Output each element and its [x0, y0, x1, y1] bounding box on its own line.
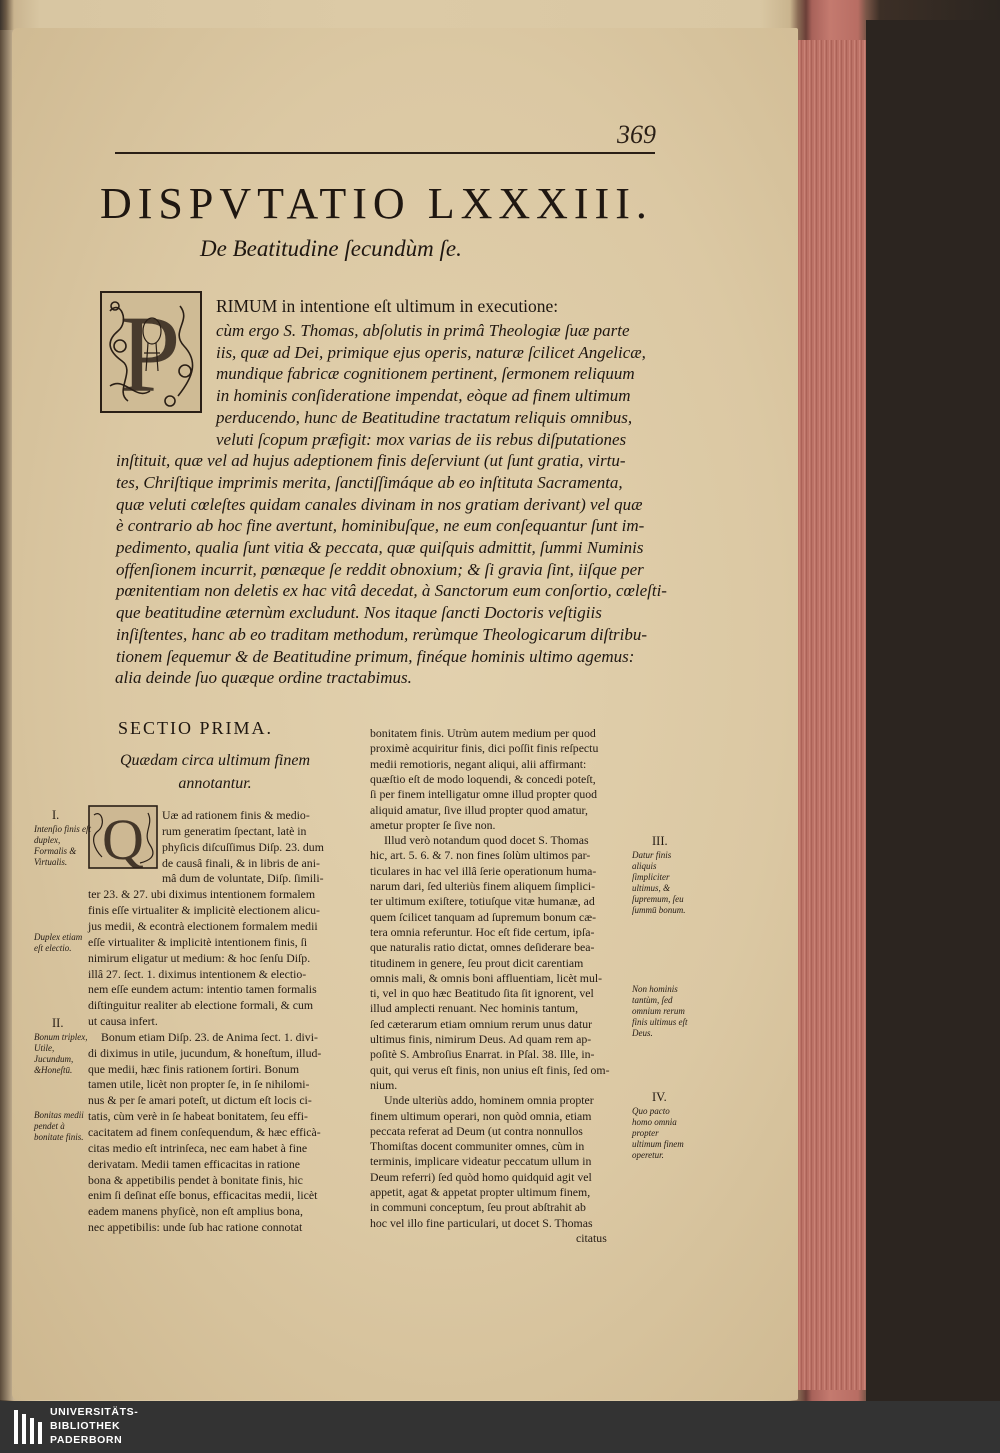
- intro-line: cùm ergo S. Thomas, abſolutis in primâ Theologiæ ſuæ parte: [216, 321, 630, 340]
- intro-line: inſiſtentes, hanc ab eo traditam methodum, rerùmque Theologicarum diſtribu-: [116, 624, 648, 644]
- intro-line: pœnitentiam non deletis ex hac vitâ decedat, à Sanctorum eum conſortio, cœleſti-: [116, 581, 667, 601]
- column-line: quæſtio eſt de modo loquendi, & concedi poteſt,: [370, 771, 596, 786]
- column-line: medii remotioris, negant aliqui, alii affirmant:: [370, 756, 587, 771]
- column-line: hic, art. 5. 6. & 7. non fines ſolùm ultimos par-: [370, 848, 591, 863]
- column-line: narum dari, ſed ulteriùs finem aliquem ſimplici-: [370, 879, 596, 893]
- column-line: rum generatim ſpectant, latè in: [162, 823, 307, 838]
- column-line: jus medii, & econtrà electionem formalem medii: [88, 918, 318, 933]
- column-line: cacitatem ad finem conſequendum, & hæc efficà-: [88, 1125, 321, 1139]
- column-line: in communi conceptum, ſeu prout abſtrahit ab: [370, 1200, 586, 1215]
- intro-line: perducendo, hunc de Beatitudine tractatum reliquis omnibus,: [216, 407, 633, 427]
- disputation-title: DISPVTATIO LXXXIII.: [100, 179, 653, 228]
- intro-line: quæ veluti cœleſtes quidam canales divinam in nos gratiam derivant) vel quæ: [116, 494, 643, 514]
- column-line: bonitatem finis. Utrùm autem medium per quod: [370, 726, 596, 740]
- column-line: Deum referri) ſed quòd homo quidquid agit vel: [370, 1169, 592, 1184]
- column-line: ti, vel in quo hæc Beatitudo ſita ſit ignorent, vel: [370, 986, 594, 1001]
- column-line: nium.: [370, 1077, 398, 1092]
- column-line: diſtinguitur realiter ab electione formali, & cum: [88, 998, 314, 1013]
- column-line: enim ſi deſinat eſſe bonus, efficacitas medii, licèt: [88, 1188, 318, 1203]
- intro-line: veluti ſcopum præfigit: mox varias de iis rebus diſputationes: [216, 429, 627, 449]
- column-line: nus & per ſe amari poteſt, ut dictum eſt locis ci-: [88, 1093, 312, 1108]
- disputation-subtitle: De Beatitudine ſecundùm ſe.: [200, 236, 462, 261]
- intro-first-line: RIMUM in intentione eſt ultimum in executione:: [216, 296, 559, 316]
- column-line: titudinem in genere, ſeu prout dicit carentiam: [370, 955, 584, 970]
- column-line: tamen utile, licèt non propter ſe, in ſe nihilomi-: [88, 1077, 310, 1092]
- column-line: Thomiſtas docent communiter omnes, cùm in: [370, 1139, 585, 1154]
- intro-line: iis, quæ ad Dei, primique ejus operis, naturæ ſcilicet Angelicæ,: [216, 342, 646, 362]
- column-line: finis eſſe virtualiter & implicitè electionem alicu-: [88, 903, 320, 918]
- margin-note: Intenſio finis eſt duplex, Formalis & Virtualis.: [34, 824, 91, 867]
- intro-line: offenſionem incurrit, pœnæque ſe reddit obnoxium; & ſi gravia ſint, iiſque per: [116, 559, 644, 579]
- margin-number: II.: [52, 1016, 64, 1030]
- column-line: proximè acquiritur finis, dici poſſit finis reſpectu: [370, 741, 599, 756]
- page-number: 369: [617, 120, 656, 149]
- header-rule: [115, 152, 655, 154]
- column-line: ter ultimum exiſtere, totiuſque vitæ humanæ, ad: [370, 894, 595, 909]
- column-line: derivatam. Medii tamen efficacitas in ratione: [88, 1156, 301, 1171]
- library-logo-text: [50, 1405, 138, 1447]
- column-line: quem ſcilicet tanquam ad ſupremum bonum cæ-: [370, 909, 597, 924]
- margin-note: Quo pacto homo omnia propter ultimum finem operetur.: [632, 1106, 684, 1160]
- column-line: ter 23. & 27. ubi diximus intentionem formalem: [88, 887, 316, 902]
- intro-line: alia deinde ſuo quæque ordine tractabimus.: [115, 668, 412, 688]
- column-line: que naturalis ratio dictat, omnes deſiderare bea-: [370, 940, 595, 955]
- intro-line: tionem ſequemur & de Beatitudine primum, finéque hominis ultimo agemus:: [116, 646, 635, 666]
- section-heading: SECTIO PRIMA.: [118, 718, 274, 738]
- logo-line: UNIVERSITÄTS-: [50, 1406, 139, 1418]
- margin-note: Datur finis aliquis ſimpliciter ultimus, & ſupremum, ſeu ſummū bonum.: [632, 850, 686, 915]
- page-edges: [798, 40, 866, 1390]
- column-line: terminis, implicare videatur peccatum ullum in: [370, 1154, 592, 1169]
- column-line: hoc vel illo fine particulari, ut docet S. Thomas: [370, 1215, 593, 1230]
- column-line: phyſicis diſcuſſimus Diſp. 23. dum: [162, 839, 324, 854]
- logo-line: BIBLIOTHEK: [50, 1420, 121, 1432]
- column-line: finem ultimum operari, non quòd omnia, etiam: [370, 1108, 592, 1123]
- column-line: mâ dum de voluntate, Diſp. ſimili-: [162, 871, 324, 886]
- column-line: Unde ulteriùs addo, hominem omnia propter: [384, 1093, 594, 1108]
- intro-line: è contrario ab hoc fine avertunt, hominibuſque, ne eum conſequantur ſunt im-: [116, 516, 645, 536]
- margin-note: Duplex etiam eſt electio.: [34, 932, 83, 953]
- intro-line: mundique fabricæ cognitionem pertinent, ſermonem reliquum: [216, 364, 635, 384]
- column-line: Bonum etiam Diſp. 23. de Anima ſect. 1. divi-: [101, 1029, 318, 1044]
- column-line: illud amplecti renuant. Nec hominis tantum,: [370, 1001, 579, 1016]
- column-line: illâ 27. ſect. 1. diximus intentionem & electio-: [88, 966, 307, 981]
- margin-number: I.: [52, 808, 60, 822]
- intro-line: pedimento, qualia ſunt vitia & peccata, quæ quiſquis admittit, ſummi Numinis: [116, 538, 644, 557]
- margin-note: Bonum triplex, Utile, Jucundum, &Honeſtū.: [34, 1032, 88, 1075]
- intro-line: in hominis conſideratione impendat, eòque ad finem ultimum: [216, 386, 631, 406]
- column-line: di diximus in utile, jucundum, & honeſtum, illud-: [88, 1045, 322, 1060]
- column-line: citas medio eſt intrinſeca, nec eam habet à fine: [88, 1140, 308, 1155]
- svg-text:P: P: [119, 293, 181, 413]
- column-line: ſed cæterarum etiam omnium rerum unus datur: [370, 1016, 593, 1031]
- margin-number: IV.: [652, 1090, 667, 1104]
- decorated-initial-q-icon: [88, 805, 158, 869]
- column-line: quit, qui verus eſt finis, non unius eſt finis, ſed om-: [370, 1062, 610, 1077]
- column-line: tatis, cùm verè in ſe habeat bonitatem, ſeu effi-: [88, 1109, 308, 1124]
- column-line: ſi per finem intelligatur omne illud propter quod: [370, 787, 598, 802]
- column-line: nimirum eligatur ut medium: & hoc ſenſu Diſp.: [88, 950, 311, 965]
- column-line: ultimus finis, nimirum Deus. Ad quam rem ap-: [370, 1032, 592, 1046]
- column-line: Uæ ad rationem finis & medio-: [162, 808, 310, 822]
- margin-note: Bonitas medii pendet à bonitate finis.: [34, 1110, 84, 1142]
- column-line: nem eſſe eundem actum: intentio tamen formalis: [88, 982, 317, 997]
- footer-bar: [0, 1401, 1000, 1453]
- column-line: appetit, agat & appetat propter ultimum finem,: [370, 1185, 591, 1199]
- decorated-initial-p-icon: [100, 291, 202, 413]
- column-line: poſitè S. Ambroſius Enarrat. in Pſal. 38. Ille, in-: [370, 1047, 595, 1062]
- book-cover-shadow: [866, 20, 1000, 1405]
- column-line: bona & appetibilis pendet à bonitate finis, hic: [88, 1172, 303, 1187]
- section-subheading: Quædam circa ultimum finem annotantur.: [119, 752, 311, 792]
- column-line: de causâ finali, & in libris de ani-: [162, 855, 320, 870]
- column-line: nec appetibilis: unde ſub hac ratione connotat: [88, 1220, 303, 1235]
- column-line: eſſe virtualiter & implicitè intentionem finis, ſi: [88, 934, 308, 949]
- column-line: Illud verò notandum quod docet S. Thomas: [384, 833, 589, 848]
- column-line: tera omnia referuntur. Hoc eſt fide certum, ipſa-: [370, 924, 595, 939]
- column-line: citatus: [576, 1230, 607, 1245]
- margin-number: III.: [652, 834, 668, 848]
- logo-line: PADERBORN: [50, 1434, 123, 1446]
- column-line: ticulares in hac vel illâ ſerie operationum huma-: [370, 863, 597, 878]
- column-line: que medii, hæc finis rationem ſortiri. Bonum: [88, 1061, 300, 1076]
- column-line: eadem manens phyſicè, non eſt amplius bona,: [88, 1204, 303, 1219]
- margin-note: Non hominis tantùm, ſed omnium rerum finis ultimus eſt Deus.: [632, 984, 688, 1038]
- intro-line: inſtituit, quæ vel ad hujus adeptionem finis deſerviunt (ut ſunt gratia, virtu-: [116, 451, 626, 471]
- column-line: peccata referat ad Deum (ut contra nonnullos: [370, 1123, 583, 1138]
- column-line: ametur propter ſe ſive non.: [370, 817, 496, 832]
- svg-text:Q: Q: [102, 807, 144, 869]
- column-line: ut causa infert.: [88, 1014, 158, 1029]
- library-logo-icon: [8, 1404, 48, 1450]
- column-line: omnis mali, & omnis boni affluentiam, licèt mul-: [370, 970, 603, 985]
- intro-line: tes, Chriſtique imprimis merita, ſanctiſſimáque ab eo inſtituta Sacramenta,: [116, 472, 623, 492]
- column-line: aliquid amatur, ſive illud propter quod amatur,: [370, 802, 588, 817]
- intro-line: que beatitudine æternùm excludunt. Nos itaque ſancti Doctoris veſtigiis: [116, 603, 602, 623]
